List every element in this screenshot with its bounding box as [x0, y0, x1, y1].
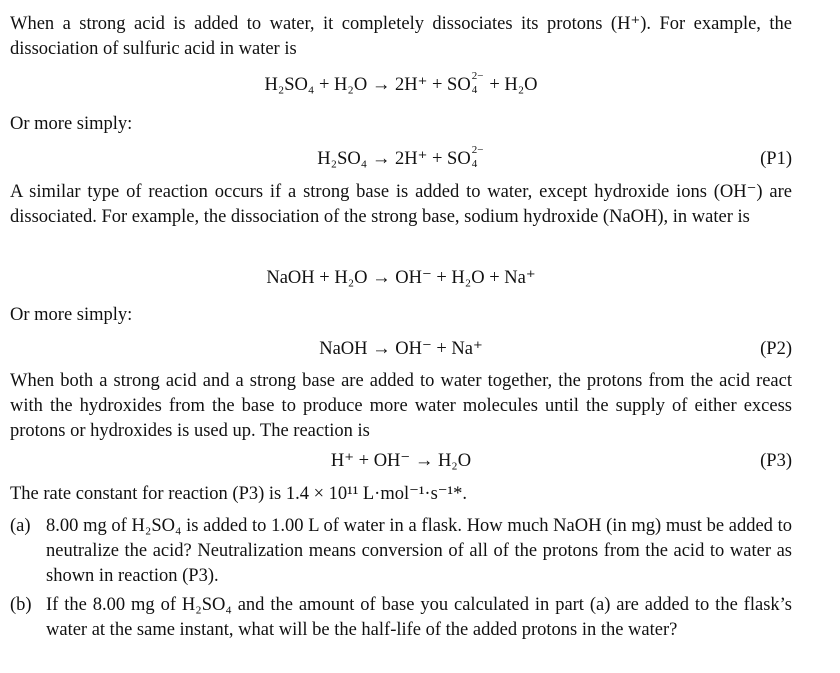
equation-label-p1: (P1): [760, 149, 792, 169]
eq-p3-rhs: H₂O: [437, 451, 472, 471]
eq1-rhs-a: 2H⁺ + SO: [394, 75, 471, 95]
eq-p1-lhs: H₂SO₄: [317, 149, 368, 169]
question-b-label: (b): [10, 595, 32, 615]
or-more-simply-2: Or more simply:: [10, 305, 133, 325]
intro-paragraph: When a strong acid is added to water, it completely dissociates its protons (H⁺). For example, the dissociation of sulfuric acid in water is: [10, 14, 792, 59]
arrow: →: [414, 451, 434, 471]
eq-p2-rhs: OH⁻ + Na⁺: [395, 339, 483, 359]
equation-sulfuric-acid-with-water: [10, 70, 792, 98]
question-a-text: 8.00 mg of H₂SO₄ is added to 1.00 L of water in a flask. How much NaOH (in mg) must be added to neutralize the acid? Neutralization means conversion of all of the protons from the acid to water as shown in reaction (P3).: [46, 516, 792, 586]
rate-constant-line: The rate constant for reaction (P3) is 1.4 × 10¹¹ L·mol⁻¹·s⁻¹*.: [10, 484, 467, 504]
equation-p1: [10, 144, 792, 172]
eq2-lhs: NaOH + H₂O: [266, 268, 368, 288]
or-more-simply-1: Or more simply:: [10, 114, 133, 134]
eq1-rhs-b: + H₂O: [484, 75, 538, 95]
equation-naoh-with-water: [10, 266, 792, 291]
question-b: [10, 593, 792, 643]
question-a: [10, 514, 792, 589]
eq-p3-lhs: H⁺ + OH⁻: [330, 451, 411, 471]
acid-base-paragraph: When both a strong acid and a strong base are added to water together, the protons from the acid react with the hydroxides from the base to produce more water molecules until the supply of either excess protons or hydroxides is used up. The reaction is: [10, 371, 792, 441]
sulfate-charge: 2− 4: [471, 144, 484, 170]
question-a-label: (a): [10, 516, 31, 536]
eq2-rhs: OH⁻ + H₂O + Na⁺: [395, 268, 536, 288]
eq-p2-lhs: NaOH: [319, 339, 368, 359]
equation-label-p2: (P2): [760, 339, 792, 359]
base-paragraph: A similar type of reaction occurs if a strong base is added to water, except hydroxide ions (OH⁻) are dissociated. For example, the dissociation of the strong base, sodium hydroxide (NaOH), in water is: [10, 182, 792, 227]
equation-label-p3: (P3): [760, 451, 792, 471]
arrow: →: [371, 75, 391, 95]
eq1-lhs: H₂SO₄ + H₂O: [264, 75, 368, 95]
equation-p3: [10, 449, 792, 474]
equation-p2: [10, 337, 792, 362]
arrow: →: [372, 268, 391, 288]
arrow: →: [372, 339, 391, 359]
arrow: →: [371, 149, 391, 169]
eq-p1-rhs: 2H⁺ + SO: [394, 149, 471, 169]
question-b-text: If the 8.00 mg of H₂SO₄ and the amount of base you calculated in part (a) are added to the flask’s water at the same instant, what will be the half-life of the added protons in the water?: [46, 595, 792, 640]
sulfate-charge: 2− 4: [471, 70, 484, 96]
